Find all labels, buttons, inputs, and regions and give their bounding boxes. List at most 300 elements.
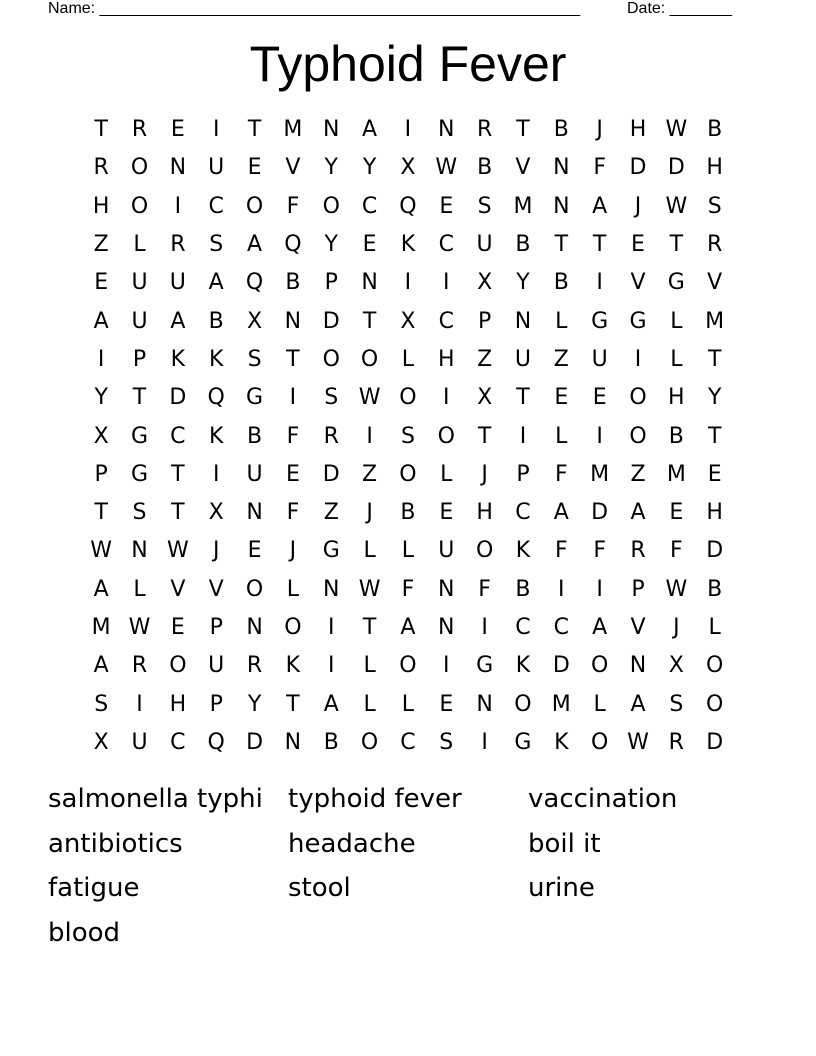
grid-letter: N [284, 308, 302, 334]
grid-letter: T [94, 117, 108, 143]
grid-letter: N [169, 155, 187, 181]
grid-letter: N [553, 193, 570, 219]
grid-letter: D [667, 155, 685, 181]
grid-letter: I [212, 461, 220, 487]
grid-letter: I [404, 117, 412, 143]
name-field-label: Name: ______________________________________________________ [48, 0, 581, 17]
grid-letter: I [289, 385, 297, 411]
grid-letter: O [629, 423, 647, 449]
grid-letter: W [665, 576, 688, 602]
grid-letter: A [93, 308, 109, 334]
grid-letter: O [514, 691, 532, 717]
grid-letter: M [666, 461, 686, 487]
grid-letter: B [323, 729, 339, 755]
grid-letter: N [361, 270, 378, 296]
grid-letter: C [515, 500, 531, 526]
grid-letter: H [629, 117, 647, 143]
grid-letter: P [477, 308, 492, 334]
grid-letter: V [515, 155, 531, 181]
grid-letter: R [246, 653, 263, 679]
grid-letter: U [514, 346, 531, 372]
grid-letter: W [358, 385, 381, 411]
grid-letter: A [247, 232, 263, 258]
grid-letter: Y [516, 270, 530, 296]
grid-letter: E [669, 500, 684, 526]
grid-letter: D [706, 538, 724, 564]
grid-letter: N [284, 729, 302, 755]
grid-letter: I [596, 270, 603, 296]
grid-letter: L [133, 232, 146, 258]
grid-row [82, 188, 734, 226]
grid-letter: N [553, 155, 570, 181]
grid-letter: R [131, 653, 148, 679]
grid-letter: Z [93, 232, 109, 258]
grid-letter: Z [553, 346, 569, 372]
grid-letter: X [93, 729, 109, 755]
grid-letter: I [558, 576, 565, 602]
grid-letter: N [323, 117, 340, 143]
grid-letter: C [361, 193, 378, 219]
grid-letter: E [247, 538, 262, 564]
grid-letter: Q [399, 193, 417, 219]
grid-letter: I [634, 346, 642, 372]
grid-letter: B [400, 500, 416, 526]
grid-letter: B [515, 576, 531, 602]
grid-letter: L [401, 346, 415, 372]
grid-letter: A [630, 500, 646, 526]
grid-letter: B [285, 270, 301, 296]
grid-letter: I [443, 385, 450, 411]
grid-letter: V [208, 576, 224, 602]
grid-letter: G [476, 653, 494, 679]
grid-letter: X [477, 270, 493, 296]
grid-letter: N [629, 653, 647, 679]
grid-letter: E [170, 117, 185, 143]
grid-letter: O [360, 346, 379, 372]
grid-letter: C [438, 308, 454, 334]
grid-letter: B [553, 117, 569, 143]
grid-letter: F [554, 461, 568, 487]
grid-letter: L [670, 308, 683, 334]
grid-letter: C [400, 729, 416, 755]
grid-letter: A [592, 615, 608, 640]
grid-letter: J [212, 538, 220, 564]
grid-letter: I [596, 576, 603, 602]
grid-letter: Y [362, 155, 377, 181]
grid-letter: F [286, 423, 300, 449]
grid-letter: U [476, 232, 493, 258]
grid-letter: O [130, 155, 149, 181]
grid-letter: X [208, 500, 224, 526]
grid-letter: V [707, 270, 723, 296]
grid-letter: D [322, 461, 340, 487]
grid-letter: K [515, 538, 531, 564]
grid-letter: Z [362, 461, 378, 487]
grid-letter: B [553, 270, 569, 296]
grid-letter: Z [323, 500, 339, 526]
grid-letter: Q [245, 270, 264, 296]
grid-letter: I [97, 346, 105, 372]
grid-letter: Z [630, 461, 646, 487]
grid-row [82, 609, 734, 647]
grid-letter: L [555, 308, 568, 334]
grid-letter: C [170, 423, 186, 449]
letter-grid [82, 111, 734, 762]
grid-letter: A [170, 308, 186, 334]
grid-letter: A [323, 691, 339, 717]
grid-letter: T [592, 232, 607, 258]
grid-letter: I [327, 653, 335, 679]
grid-letter: A [208, 270, 224, 296]
grid-letter: R [323, 423, 339, 449]
grid-letter: H [706, 155, 723, 181]
grid-letter: A [400, 615, 416, 640]
grid-letter: N [131, 538, 148, 564]
grid-letter: T [554, 232, 569, 258]
grid-row [82, 264, 734, 302]
grid-letter: J [366, 500, 373, 526]
page-title: Typhoid Fever [249, 36, 567, 92]
grid-row [82, 149, 734, 187]
grid-letter: B [477, 155, 493, 181]
word-list-item: vaccination [528, 784, 678, 814]
grid-letter: M [551, 691, 571, 717]
grid-letter: A [362, 117, 378, 143]
grid-row [82, 494, 734, 532]
grid-row [82, 571, 734, 609]
grid-letter: I [443, 270, 450, 296]
grid-letter: Q [207, 385, 225, 411]
grid-letter: L [440, 461, 453, 487]
grid-row [82, 532, 734, 570]
word-list-item: salmonella typhi [48, 784, 263, 814]
grid-letter: Y [324, 232, 338, 258]
grid-letter: W [128, 615, 151, 640]
grid-letter: Y [94, 385, 108, 411]
grid-letter: O [437, 423, 455, 449]
grid-letter: K [400, 232, 416, 258]
grid-letter: U [169, 270, 186, 296]
grid-letter: J [289, 538, 297, 564]
grid-letter: E [439, 691, 454, 717]
grid-letter: R [170, 232, 186, 258]
grid-letter: E [707, 461, 722, 487]
grid-letter: I [519, 423, 527, 449]
grid-letter: M [91, 615, 111, 640]
date-field-label: Date: _______ [627, 0, 732, 17]
grid-row [82, 456, 734, 494]
grid-letter: B [707, 117, 723, 143]
grid-letter: O [130, 193, 149, 219]
grid-letter: F [478, 576, 491, 602]
grid-letter: E [554, 385, 569, 411]
grid-letter: L [133, 576, 146, 602]
grid-letter: L [555, 423, 568, 449]
grid-letter: W [627, 729, 649, 755]
grid-letter: S [477, 193, 492, 219]
grid-letter: N [514, 308, 532, 334]
grid-letter: G [130, 423, 149, 449]
grid-letter: I [366, 423, 373, 449]
grid-row [82, 341, 734, 379]
grid-letter: H [92, 193, 110, 219]
grid-letter: O [399, 385, 417, 411]
grid-letter: I [404, 270, 412, 296]
grid-letter: E [247, 155, 262, 181]
grid-letter: O [360, 729, 379, 755]
grid-letter: E [285, 461, 300, 487]
word-list-item: headache [288, 828, 416, 859]
grid-letter: W [665, 117, 688, 143]
grid-letter: G [591, 308, 609, 334]
grid-letter: U [208, 155, 225, 181]
grid-letter: C [170, 729, 186, 755]
grid-letter: L [708, 615, 721, 640]
grid-letter: T [477, 423, 492, 449]
grid-letter: B [668, 423, 684, 449]
grid-letter: T [516, 385, 530, 411]
grid-letter: C [208, 193, 224, 219]
grid-letter: I [327, 615, 335, 640]
grid-letter: I [481, 615, 488, 640]
word-list-item: fatigue [48, 873, 140, 903]
grid-letter: L [670, 346, 683, 372]
grid-letter: N [323, 576, 340, 602]
grid-letter: K [208, 423, 224, 449]
grid-letter: S [94, 691, 109, 717]
grid-row [82, 724, 734, 762]
grid-letter: V [285, 155, 301, 181]
grid-letter: J [634, 193, 642, 219]
grid-letter: S [247, 346, 262, 372]
grid-letter: F [670, 538, 683, 564]
word-list-item: blood [48, 917, 121, 948]
grid-letter: F [286, 500, 300, 526]
grid-letter: A [93, 576, 109, 602]
grid-letter: W [665, 193, 688, 219]
grid-letter: T [247, 117, 262, 143]
grid-letter: D [552, 653, 570, 679]
grid-letter: K [170, 346, 186, 372]
grid-letter: O [590, 653, 609, 679]
grid-letter: O [245, 576, 264, 602]
grid-letter: T [707, 423, 722, 449]
grid-letter: B [707, 576, 723, 602]
grid-letter: X [668, 653, 684, 679]
grid-letter: O [706, 653, 724, 679]
grid-row [82, 302, 734, 340]
grid-letter: T [707, 346, 722, 372]
grid-letter: W [90, 538, 113, 564]
grid-letter: W [358, 576, 381, 602]
grid-letter: O [399, 461, 417, 487]
grid-letter: P [516, 461, 530, 487]
grid-letter: F [593, 155, 606, 181]
grid-letter: O [629, 385, 647, 411]
grid-letter: D [169, 385, 187, 411]
grid-letter: R [668, 729, 684, 755]
grid-letter: D [629, 155, 647, 181]
grid-letter: N [438, 615, 455, 640]
grid-letter: T [286, 691, 300, 717]
grid-letter: B [515, 232, 531, 258]
grid-letter: J [673, 615, 680, 640]
grid-letter: E [592, 385, 607, 411]
grid-letter: P [132, 346, 147, 372]
grid-letter: O [322, 193, 340, 219]
grid-letter: M [590, 461, 610, 487]
grid-letter: R [131, 117, 148, 143]
grid-letter: O [475, 538, 494, 564]
grid-letter: O [245, 193, 264, 219]
grid-row [82, 226, 734, 264]
grid-letter: T [516, 117, 530, 143]
grid-letter: Y [707, 385, 722, 411]
grid-letter: H [437, 346, 455, 372]
grid-letter: G [514, 729, 532, 755]
grid-row [82, 379, 734, 417]
grid-letter: D [246, 729, 264, 755]
grid-letter: O [322, 346, 340, 372]
grid-letter: J [481, 461, 488, 487]
grid-letter: E [94, 270, 109, 296]
grid-letter: G [667, 270, 685, 296]
grid-letter: M [513, 193, 533, 219]
grid-letter: S [439, 729, 454, 755]
grid-letter: A [630, 691, 646, 717]
grid-letter: P [209, 615, 223, 640]
grid-letter: L [363, 691, 376, 717]
grid-letter: F [593, 538, 606, 564]
grid-letter: V [170, 576, 186, 602]
grid-letter: N [438, 576, 455, 602]
grid-letter: Z [477, 346, 493, 372]
grid-letter: Y [324, 155, 338, 181]
grid-letter: C [515, 615, 531, 640]
grid-row [82, 685, 734, 723]
grid-letter: J [596, 117, 603, 143]
word-list-item: urine [528, 873, 595, 903]
grid-letter: S [132, 500, 147, 526]
grid-letter: H [668, 385, 685, 411]
grid-letter: U [591, 346, 608, 372]
grid-letter: R [93, 155, 109, 181]
grid-letter: R [630, 538, 646, 564]
grid-letter: G [629, 308, 647, 334]
grid-letter: Q [207, 729, 225, 755]
grid-letter: U [131, 729, 148, 755]
grid-letter: Y [247, 691, 262, 717]
grid-letter: F [554, 538, 568, 564]
grid-letter: T [171, 461, 185, 487]
grid-letter: I [174, 193, 182, 219]
grid-letter: T [286, 346, 300, 372]
grid-letter: P [209, 691, 223, 717]
grid-letter: S [324, 385, 339, 411]
grid-letter: W [166, 538, 189, 564]
grid-letter: U [208, 653, 225, 679]
grid-row [82, 647, 734, 685]
grid-letter: O [284, 615, 302, 640]
grid-letter: E [631, 232, 645, 258]
grid-letter: T [132, 385, 147, 411]
grid-letter: T [171, 500, 185, 526]
grid-letter: K [208, 346, 224, 372]
grid-letter: I [443, 653, 450, 679]
grid-letter: T [669, 232, 684, 258]
grid-letter: L [286, 576, 300, 602]
grid-letter: L [363, 653, 376, 679]
grid-letter: U [131, 308, 148, 334]
grid-letter: K [285, 653, 301, 679]
grid-letter: T [362, 308, 377, 334]
grid-letter: I [136, 691, 143, 717]
grid-letter: E [439, 500, 454, 526]
grid-letter: P [631, 576, 645, 602]
grid-letter: M [705, 308, 725, 334]
grid-letter: I [481, 729, 488, 755]
grid-letter: E [362, 232, 377, 258]
grid-letter: X [477, 385, 493, 411]
grid-letter: L [401, 691, 415, 717]
grid-letter: W [435, 155, 458, 181]
grid-letter: P [94, 461, 108, 487]
grid-letter: S [707, 193, 722, 219]
grid-letter: N [438, 117, 455, 143]
grid-letter: H [706, 500, 723, 526]
grid-letter: K [515, 653, 531, 679]
grid-letter: B [247, 423, 263, 449]
grid-row [82, 111, 734, 149]
grid-letter: V [630, 270, 646, 296]
grid-letter: X [400, 308, 416, 334]
grid-letter: L [401, 538, 415, 564]
grid-letter: S [669, 691, 684, 717]
grid-letter: G [246, 385, 264, 411]
grid-letter: C [438, 232, 454, 258]
grid-row [82, 417, 734, 455]
grid-letter: A [553, 500, 569, 526]
grid-letter: F [401, 576, 415, 602]
grid-letter: F [286, 193, 300, 219]
grid-letter: I [212, 117, 220, 143]
grid-letter: N [476, 691, 493, 717]
grid-letter: U [131, 270, 148, 296]
grid-letter: R [476, 117, 493, 143]
grid-letter: U [246, 461, 263, 487]
grid-letter: H [476, 500, 493, 526]
grid-letter: S [209, 232, 224, 258]
grid-letter: V [630, 615, 646, 640]
grid-letter: Q [284, 232, 302, 258]
grid-letter: A [93, 653, 109, 679]
grid-letter: D [322, 308, 340, 334]
grid-letter: X [93, 423, 109, 449]
grid-letter: N [246, 615, 263, 640]
grid-letter: P [324, 270, 338, 296]
grid-letter: M [283, 117, 303, 143]
grid-letter: I [596, 423, 603, 449]
grid-letter: A [592, 193, 608, 219]
word-list-item: antibiotics [48, 828, 183, 859]
grid-letter: L [593, 691, 606, 717]
grid-letter: S [400, 423, 415, 449]
grid-letter: X [400, 155, 416, 181]
grid-letter: O [399, 653, 417, 679]
word-list-item: boil it [528, 828, 601, 859]
grid-letter: D [591, 500, 609, 526]
grid-letter: H [169, 691, 187, 717]
